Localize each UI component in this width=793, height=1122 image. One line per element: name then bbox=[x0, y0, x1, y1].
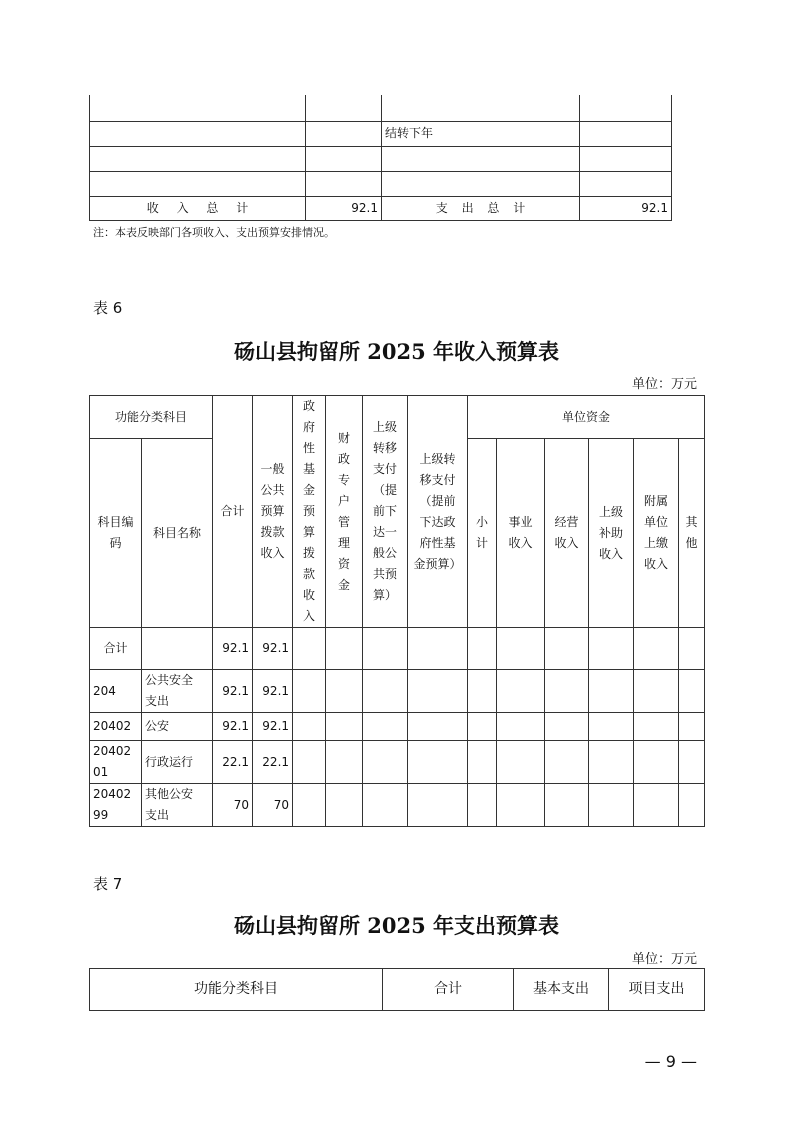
empty-cell bbox=[408, 784, 468, 827]
header-general: 一般 公共 预算 拨款 收入 bbox=[253, 396, 293, 628]
empty-cell bbox=[497, 628, 545, 670]
empty-cell bbox=[468, 741, 497, 784]
header-unit-funds: 单位资金 bbox=[468, 396, 705, 439]
table-cell bbox=[580, 95, 672, 121]
table7-title: 砀山县拘留所 2025 年支出预算表 bbox=[233, 913, 560, 938]
table-row bbox=[90, 713, 705, 741]
empty-cell bbox=[679, 628, 705, 670]
header-subtotal: 小 计 bbox=[468, 439, 497, 628]
table-cell bbox=[580, 146, 672, 171]
table-row bbox=[90, 171, 672, 196]
header-name: 科目名称 bbox=[142, 439, 213, 628]
table-cell bbox=[382, 95, 580, 121]
empty-cell bbox=[545, 713, 589, 741]
total-cell: 22.1 bbox=[213, 741, 253, 784]
empty-cell bbox=[497, 713, 545, 741]
table-row bbox=[90, 628, 705, 670]
header-func-class: 功能分类科目 bbox=[90, 969, 383, 1011]
table7-label: 表 7 bbox=[93, 875, 123, 893]
header-affiliate: 附属 单位 上缴 收入 bbox=[634, 439, 679, 628]
header-transfer-fund: 上级转 移支付 （提前 下达政 府性基 金预算） bbox=[408, 396, 468, 628]
table-cell bbox=[580, 121, 672, 146]
empty-cell bbox=[634, 670, 679, 713]
empty-cell bbox=[589, 670, 634, 713]
empty-cell bbox=[293, 628, 326, 670]
empty-cell bbox=[545, 628, 589, 670]
header-special: 财 政 专 户 管 理 资 金 bbox=[326, 396, 363, 628]
empty-cell bbox=[363, 784, 408, 827]
table-cell bbox=[382, 171, 580, 196]
code-cell: 204 bbox=[90, 670, 142, 713]
table-row bbox=[90, 741, 705, 784]
empty-cell bbox=[363, 628, 408, 670]
empty-cell bbox=[293, 670, 326, 713]
expense-total-label: 支 出 总 计 bbox=[382, 196, 580, 220]
name-cell: 公共安全 支出 bbox=[142, 670, 213, 713]
table-cell bbox=[306, 121, 382, 146]
empty-cell bbox=[589, 713, 634, 741]
total-cell: 92.1 bbox=[213, 628, 253, 670]
empty-cell bbox=[497, 741, 545, 784]
code-cell: 20402 01 bbox=[90, 741, 142, 784]
total-row bbox=[90, 196, 672, 220]
table6-label: 表 6 bbox=[93, 299, 123, 317]
name-cell: 其他公安 支出 bbox=[142, 784, 213, 827]
empty-cell bbox=[468, 713, 497, 741]
empty-cell bbox=[589, 741, 634, 784]
empty-cell bbox=[634, 741, 679, 784]
table-row bbox=[90, 784, 705, 827]
total-cell: 92.1 bbox=[213, 713, 253, 741]
empty-cell bbox=[545, 670, 589, 713]
empty-cell bbox=[545, 784, 589, 827]
empty-cell bbox=[634, 784, 679, 827]
empty-cell bbox=[468, 670, 497, 713]
empty-cell bbox=[363, 713, 408, 741]
header-func-class: 功能分类科目 bbox=[90, 396, 213, 439]
header-gov-fund: 政 府 性 基 金 预 算 拨 款 收 入 bbox=[293, 396, 326, 628]
general-cell: 70 bbox=[253, 784, 293, 827]
empty-cell bbox=[293, 784, 326, 827]
empty-cell bbox=[363, 741, 408, 784]
header-total: 合计 bbox=[213, 396, 253, 628]
code-cell: 合计 bbox=[90, 628, 142, 670]
table-cell bbox=[90, 121, 306, 146]
empty-cell bbox=[326, 713, 363, 741]
total-cell: 70 bbox=[213, 784, 253, 827]
name-cell: 公安 bbox=[142, 713, 213, 741]
header-other: 其 他 bbox=[679, 439, 705, 628]
empty-cell bbox=[326, 670, 363, 713]
empty-cell bbox=[679, 670, 705, 713]
page-number: — 9 — bbox=[644, 1052, 697, 1071]
code-cell: 20402 99 bbox=[90, 784, 142, 827]
empty-cell bbox=[634, 628, 679, 670]
table-cell bbox=[306, 95, 382, 121]
empty-cell bbox=[326, 784, 363, 827]
table-row bbox=[90, 121, 672, 146]
empty-cell bbox=[408, 670, 468, 713]
empty-cell bbox=[468, 784, 497, 827]
income-total-value: 92.1 bbox=[306, 196, 382, 220]
general-cell: 92.1 bbox=[253, 670, 293, 713]
header-subsidy: 上级 补助 收入 bbox=[589, 439, 634, 628]
table-cell bbox=[90, 95, 306, 121]
empty-cell bbox=[497, 784, 545, 827]
header-total: 合计 bbox=[383, 969, 514, 1011]
empty-cell bbox=[408, 741, 468, 784]
header-code: 科目编 码 bbox=[90, 439, 142, 628]
empty-cell bbox=[293, 741, 326, 784]
empty-cell bbox=[326, 628, 363, 670]
income-budget-table bbox=[89, 395, 705, 827]
empty-cell bbox=[408, 628, 468, 670]
expense-total-value: 92.1 bbox=[580, 196, 672, 220]
empty-cell bbox=[679, 784, 705, 827]
name-cell: 行政运行 bbox=[142, 741, 213, 784]
table5-tail bbox=[89, 95, 672, 221]
empty-cell bbox=[545, 741, 589, 784]
table7-unit: 单位：万元 bbox=[631, 952, 697, 967]
table-cell bbox=[306, 171, 382, 196]
name-cell bbox=[142, 628, 213, 670]
empty-cell bbox=[497, 670, 545, 713]
header-business: 事业 收入 bbox=[497, 439, 545, 628]
table-cell bbox=[90, 171, 306, 196]
table6-title: 砀山县拘留所 2025 年收入预算表 bbox=[233, 339, 560, 364]
empty-cell bbox=[363, 670, 408, 713]
table-cell: 结转下年 bbox=[382, 121, 580, 146]
empty-cell bbox=[679, 741, 705, 784]
header-project-expense: 项目支出 bbox=[609, 969, 705, 1011]
empty-cell bbox=[589, 784, 634, 827]
table-cell bbox=[382, 146, 580, 171]
empty-cell bbox=[408, 713, 468, 741]
empty-cell bbox=[679, 713, 705, 741]
general-cell: 22.1 bbox=[253, 741, 293, 784]
total-cell: 92.1 bbox=[213, 670, 253, 713]
empty-cell bbox=[293, 713, 326, 741]
table-cell bbox=[90, 146, 306, 171]
table-row bbox=[90, 146, 672, 171]
empty-cell bbox=[468, 628, 497, 670]
table-cell bbox=[306, 146, 382, 171]
empty-cell bbox=[589, 628, 634, 670]
table-row bbox=[90, 670, 705, 713]
table-cell bbox=[580, 171, 672, 196]
table6-unit: 单位：万元 bbox=[631, 377, 697, 392]
table5-note: 注：本表反映部门各项收入、支出预算安排情况。 bbox=[93, 226, 335, 239]
income-total-label: 收 入 总 计 bbox=[90, 196, 306, 220]
code-cell: 20402 bbox=[90, 713, 142, 741]
header-transfer-general: 上级 转移 支付 （提 前下 达一 般公 共预 算） bbox=[363, 396, 408, 628]
empty-cell bbox=[326, 741, 363, 784]
general-cell: 92.1 bbox=[253, 713, 293, 741]
expense-budget-table bbox=[89, 968, 705, 1011]
empty-cell bbox=[634, 713, 679, 741]
header-operating: 经营 收入 bbox=[545, 439, 589, 628]
header-basic-expense: 基本支出 bbox=[514, 969, 609, 1011]
table-row bbox=[90, 95, 672, 121]
general-cell: 92.1 bbox=[253, 628, 293, 670]
